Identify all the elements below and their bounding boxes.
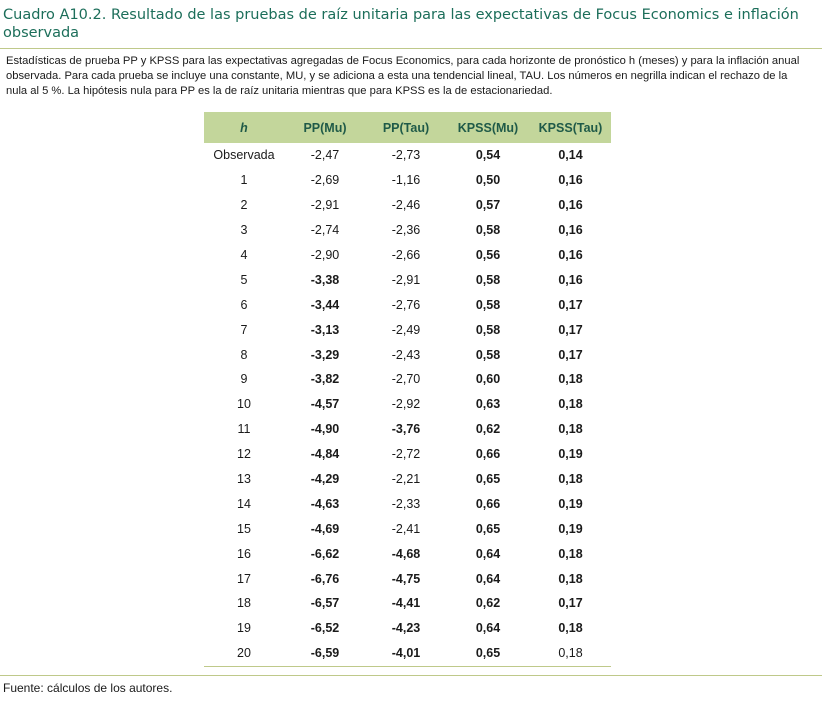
top-divider — [0, 48, 822, 49]
cell-h: 5 — [240, 272, 248, 287]
table-row — [204, 292, 611, 317]
cell-kpss-tau: 0,16 — [558, 173, 583, 188]
cell-pp-mu: -6,76 — [310, 571, 340, 586]
table-row — [204, 392, 611, 417]
cell-kpss-tau: 0,17 — [558, 297, 583, 312]
cell-pp-tau: -2,66 — [391, 248, 421, 262]
cell-kpss-tau: 0,18 — [558, 422, 583, 437]
cell-pp-mu: -4,57 — [310, 397, 340, 412]
header-pp-mu: PP(Mu) — [284, 112, 366, 143]
cell-pp-mu: -2,91 — [310, 198, 340, 213]
cell-pp-mu: -2,47 — [310, 148, 340, 163]
cell-kpss-mu: 0,50 — [475, 173, 501, 188]
cell-kpss-mu: 0,54 — [475, 148, 501, 163]
cell-h: 7 — [240, 322, 248, 337]
table-row — [204, 168, 611, 193]
cell-pp-tau: -4,68 — [391, 546, 421, 561]
table-row — [204, 491, 611, 516]
cell-kpss-mu: 0,58 — [475, 272, 501, 287]
cell-pp-mu: -6,57 — [310, 596, 340, 611]
header-kpss-mu: KPSS(Mu) — [446, 112, 530, 143]
cell-kpss-mu: 0,58 — [475, 322, 501, 337]
cell-h: 8 — [240, 347, 248, 362]
cell-kpss-mu: 0,57 — [475, 198, 501, 213]
cell-h: 12 — [237, 447, 251, 462]
cell-h: 16 — [237, 546, 251, 561]
cell-pp-tau: -4,01 — [366, 641, 446, 666]
table-row — [204, 442, 611, 467]
cell-kpss-tau: 0,19 — [558, 521, 583, 536]
cell-kpss-mu: 0,63 — [475, 397, 501, 412]
table-row — [204, 641, 611, 666]
cell-kpss-tau: 0,19 — [558, 496, 583, 511]
cell-kpss-tau: 0,16 — [558, 198, 583, 213]
table-row — [204, 417, 611, 442]
cell-pp-tau: -1,16 — [391, 173, 421, 188]
cell-kpss-mu: 0,65 — [475, 521, 501, 536]
cell-pp-tau: -2,33 — [391, 496, 421, 511]
table-body — [204, 143, 611, 666]
cell-kpss-tau: 0,18 — [558, 372, 583, 387]
cell-kpss-mu: 0,62 — [475, 596, 501, 611]
cell-h: Observada — [213, 148, 275, 163]
cell-pp-mu: -6,59 — [284, 641, 366, 666]
table-header-row — [204, 112, 611, 143]
cell-kpss-tau: 0,17 — [558, 322, 583, 337]
cell-h: 17 — [237, 571, 251, 586]
cell-kpss-tau: 0,18 — [530, 641, 611, 666]
cell-kpss-tau: 0,18 — [558, 397, 583, 412]
cell-h: 3 — [240, 223, 248, 238]
cell-kpss-mu: 0,65 — [475, 472, 501, 487]
cell-pp-mu: -2,69 — [310, 173, 340, 188]
cell-kpss-mu: 0,64 — [475, 571, 501, 586]
cell-h: 4 — [240, 248, 248, 262]
cell-pp-mu: -3,38 — [310, 272, 340, 287]
cell-kpss-mu: 0,62 — [475, 422, 501, 437]
table-title: Cuadro A10.2. Resultado de las pruebas de raíz unitaria para las expectativas de Focus Economics e inflación observada — [3, 7, 799, 41]
cell-pp-mu: -4,63 — [310, 496, 340, 511]
table-row — [204, 317, 611, 342]
cell-pp-mu: -6,52 — [310, 621, 340, 636]
cell-kpss-tau: 0,17 — [558, 347, 583, 362]
cell-kpss-mu: 0,58 — [475, 223, 501, 238]
cell-kpss-mu: 0,66 — [475, 496, 501, 511]
cell-kpss-mu: 0,64 — [475, 621, 501, 636]
cell-kpss-mu: 0,58 — [475, 347, 501, 362]
cell-pp-tau: -2,43 — [391, 347, 421, 362]
cell-pp-tau: -3,76 — [391, 422, 421, 437]
table-row — [204, 342, 611, 367]
cell-pp-tau: -2,41 — [391, 521, 421, 536]
cell-pp-mu: -4,90 — [310, 422, 340, 437]
table-row — [204, 267, 611, 292]
cell-h: 19 — [237, 621, 251, 636]
table-row — [204, 218, 611, 243]
cell-h: 18 — [237, 596, 251, 611]
cell-pp-tau: -2,46 — [391, 198, 421, 213]
cell-pp-tau: -4,41 — [391, 596, 421, 611]
cell-kpss-tau: 0,16 — [558, 272, 583, 287]
cell-pp-tau: -2,76 — [391, 297, 421, 312]
cell-kpss-tau: 0,18 — [558, 546, 583, 561]
cell-pp-mu: -2,74 — [310, 223, 340, 238]
cell-pp-tau: -2,91 — [391, 272, 421, 287]
table-row — [204, 541, 611, 566]
cell-pp-tau: -4,75 — [391, 571, 421, 586]
results-table — [204, 112, 611, 667]
cell-h: 20 — [204, 641, 284, 666]
cell-kpss-tau: 0,16 — [558, 248, 583, 262]
header-kpss-tau: KPSS(Tau) — [530, 112, 611, 143]
cell-h: 11 — [237, 422, 251, 437]
results-table-container — [204, 112, 611, 667]
cell-h: 15 — [237, 521, 251, 536]
cell-pp-tau: -2,92 — [391, 397, 421, 412]
cell-kpss-tau: 0,18 — [558, 472, 583, 487]
table-row — [204, 193, 611, 218]
cell-pp-mu: -4,29 — [310, 472, 340, 487]
cell-kpss-tau: 0,16 — [558, 223, 583, 238]
cell-pp-tau: -4,23 — [391, 621, 421, 636]
cell-h: 14 — [237, 496, 251, 511]
cell-h: 1 — [240, 173, 248, 188]
table-row — [204, 467, 611, 492]
cell-pp-tau: -2,72 — [391, 447, 421, 462]
cell-pp-tau: -2,49 — [391, 322, 421, 337]
cell-pp-tau: -2,73 — [391, 148, 421, 163]
cell-kpss-tau: 0,18 — [558, 621, 583, 636]
table-row — [204, 367, 611, 392]
table-row — [204, 591, 611, 616]
cell-pp-mu: -2,90 — [310, 248, 340, 262]
cell-kpss-tau: 0,18 — [558, 571, 583, 586]
cell-kpss-tau: 0,19 — [558, 447, 583, 462]
table-row — [204, 566, 611, 591]
cell-h: 13 — [237, 472, 251, 487]
table-row — [204, 243, 611, 268]
cell-kpss-mu: 0,66 — [475, 447, 501, 462]
cell-h: 10 — [237, 397, 251, 412]
cell-pp-tau: -2,70 — [391, 372, 421, 387]
cell-pp-mu: -3,44 — [310, 297, 340, 312]
cell-pp-mu: -6,62 — [310, 546, 340, 561]
cell-pp-mu: -3,13 — [310, 322, 340, 337]
header-pp-tau: PP(Tau) — [366, 112, 446, 143]
cell-pp-mu: -3,29 — [310, 347, 340, 362]
cell-pp-mu: -3,82 — [310, 372, 340, 387]
table-row — [204, 516, 611, 541]
cell-pp-mu: -4,69 — [310, 521, 340, 536]
cell-pp-tau: -2,36 — [391, 223, 421, 238]
cell-kpss-mu: 0,60 — [475, 372, 501, 387]
cell-h: 6 — [240, 297, 248, 312]
source-note: Fuente: cálculos de los autores. — [3, 681, 173, 695]
header-h: h — [204, 112, 284, 143]
table-description: Estadísticas de prueba PP y KPSS para las expectativas agregadas de Focus Economics, para cada horizonte de pronóstico h (meses) y para la inflación anual observada. Para cada prueba se incluye una constante, MU, y se adiciona a esta una tendencial lineal, TAU. Los números en negrilla indican el rechazo de la nula al 5 %. La hipótesis nula para PP es la de raíz unitaria mientras que para KPSS es la de estacionariedad. — [6, 55, 800, 97]
table-row — [204, 143, 611, 168]
cell-kpss-mu: 0,64 — [475, 546, 501, 561]
cell-kpss-mu: 0,65 — [446, 641, 530, 666]
table-row — [204, 616, 611, 641]
cell-h: 9 — [240, 372, 248, 387]
cell-kpss-mu: 0,56 — [475, 248, 501, 262]
cell-kpss-mu: 0,58 — [475, 297, 501, 312]
cell-kpss-tau: 0,14 — [558, 148, 583, 163]
cell-h: 2 — [240, 198, 248, 213]
cell-kpss-tau: 0,17 — [558, 596, 583, 611]
cell-pp-mu: -4,84 — [310, 447, 340, 462]
bottom-divider — [0, 675, 822, 676]
cell-pp-tau: -2,21 — [391, 472, 421, 487]
